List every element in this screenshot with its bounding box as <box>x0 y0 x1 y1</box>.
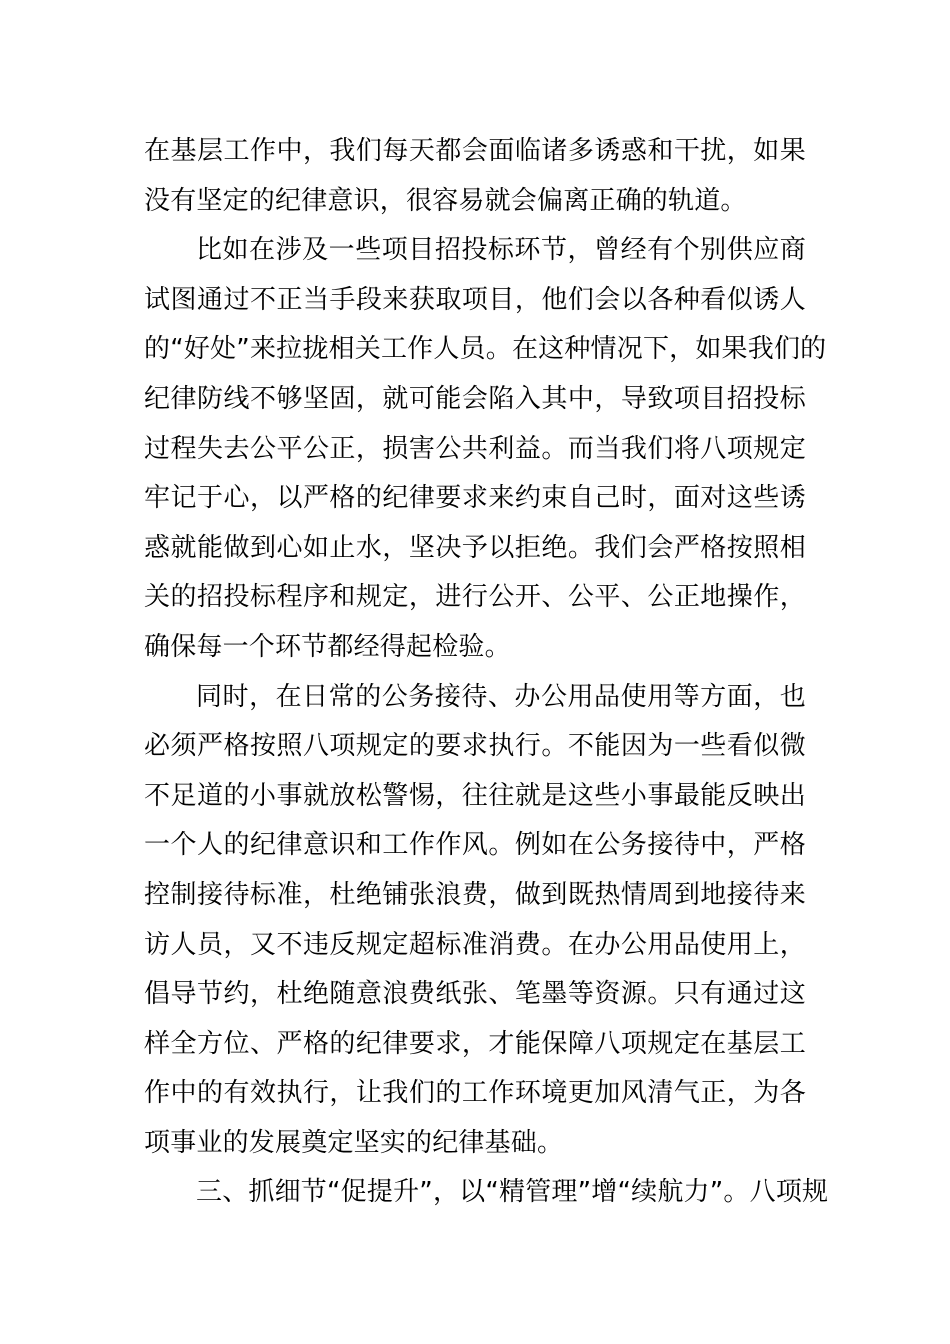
text-line: 样全方位、严格的纪律要求，才能保障八项规定在基层工 <box>144 1028 806 1059</box>
document-body <box>144 127 829 1218</box>
text-line: 倡导节约，杜绝随意浪费纸张、笔墨等资源。只有通过这 <box>144 979 806 1010</box>
text-line: 牢记于心，以严格的纪律要求来约束自己时，面对这些诱 <box>144 483 806 514</box>
section-heading-line: 三、抓细节“促提升”，以“精管理”增“续航力”。八项规 <box>196 1177 829 1208</box>
text-line: 项事业的发展奠定坚实的纪律基础。 <box>144 1127 564 1158</box>
paragraph-first-line: 同时，在日常的公务接待、办公用品使用等方面，也 <box>196 681 806 712</box>
text-line: 纪律防线不够坚固，就可能会陷入其中，导致项目招投标 <box>144 383 806 414</box>
text-line: 过程失去公平公正，损害公共利益。而当我们将八项规定 <box>144 433 806 464</box>
paragraph-first-line: 比如在涉及一些项目招投标环节，曾经有个别供应商 <box>196 235 806 266</box>
text-line: 控制接待标准，杜绝铺张浪费，做到既热情周到地接待来 <box>144 879 806 910</box>
text-line: 确保每一个环节都经得起检验。 <box>144 631 511 662</box>
text-line: 关的招投标程序和规定，进行公开、公平、公正地操作， <box>144 582 806 613</box>
text-line: 的“好处”来拉拢相关工作人员。在这种情况下，如果我们的 <box>144 334 827 365</box>
text-line: 没有坚定的纪律意识，很容易就会偏离正确的轨道。 <box>144 185 747 216</box>
text-line: 惑就能做到心如止水，坚决予以拒绝。我们会严格按照相 <box>144 532 806 563</box>
text-line: 一个人的纪律意识和工作作风。例如在公务接待中，严格 <box>144 830 806 861</box>
text-line: 在基层工作中，我们每天都会面临诸多诱惑和干扰，如果 <box>144 136 806 166</box>
text-line: 必须严格按照八项规定的要求执行。不能因为一些看似微 <box>144 731 806 762</box>
text-line: 作中的有效执行，让我们的工作环境更加风清气正，为各 <box>144 1078 806 1109</box>
text-line: 访人员，又不违反规定超标准消费。在办公用品使用上， <box>144 929 806 960</box>
text-line: 不足道的小事就放松警惕，往往就是这些小事最能反映出 <box>144 780 806 811</box>
text-line: 试图通过不正当手段来获取项目，他们会以各种看似诱人 <box>144 284 806 315</box>
